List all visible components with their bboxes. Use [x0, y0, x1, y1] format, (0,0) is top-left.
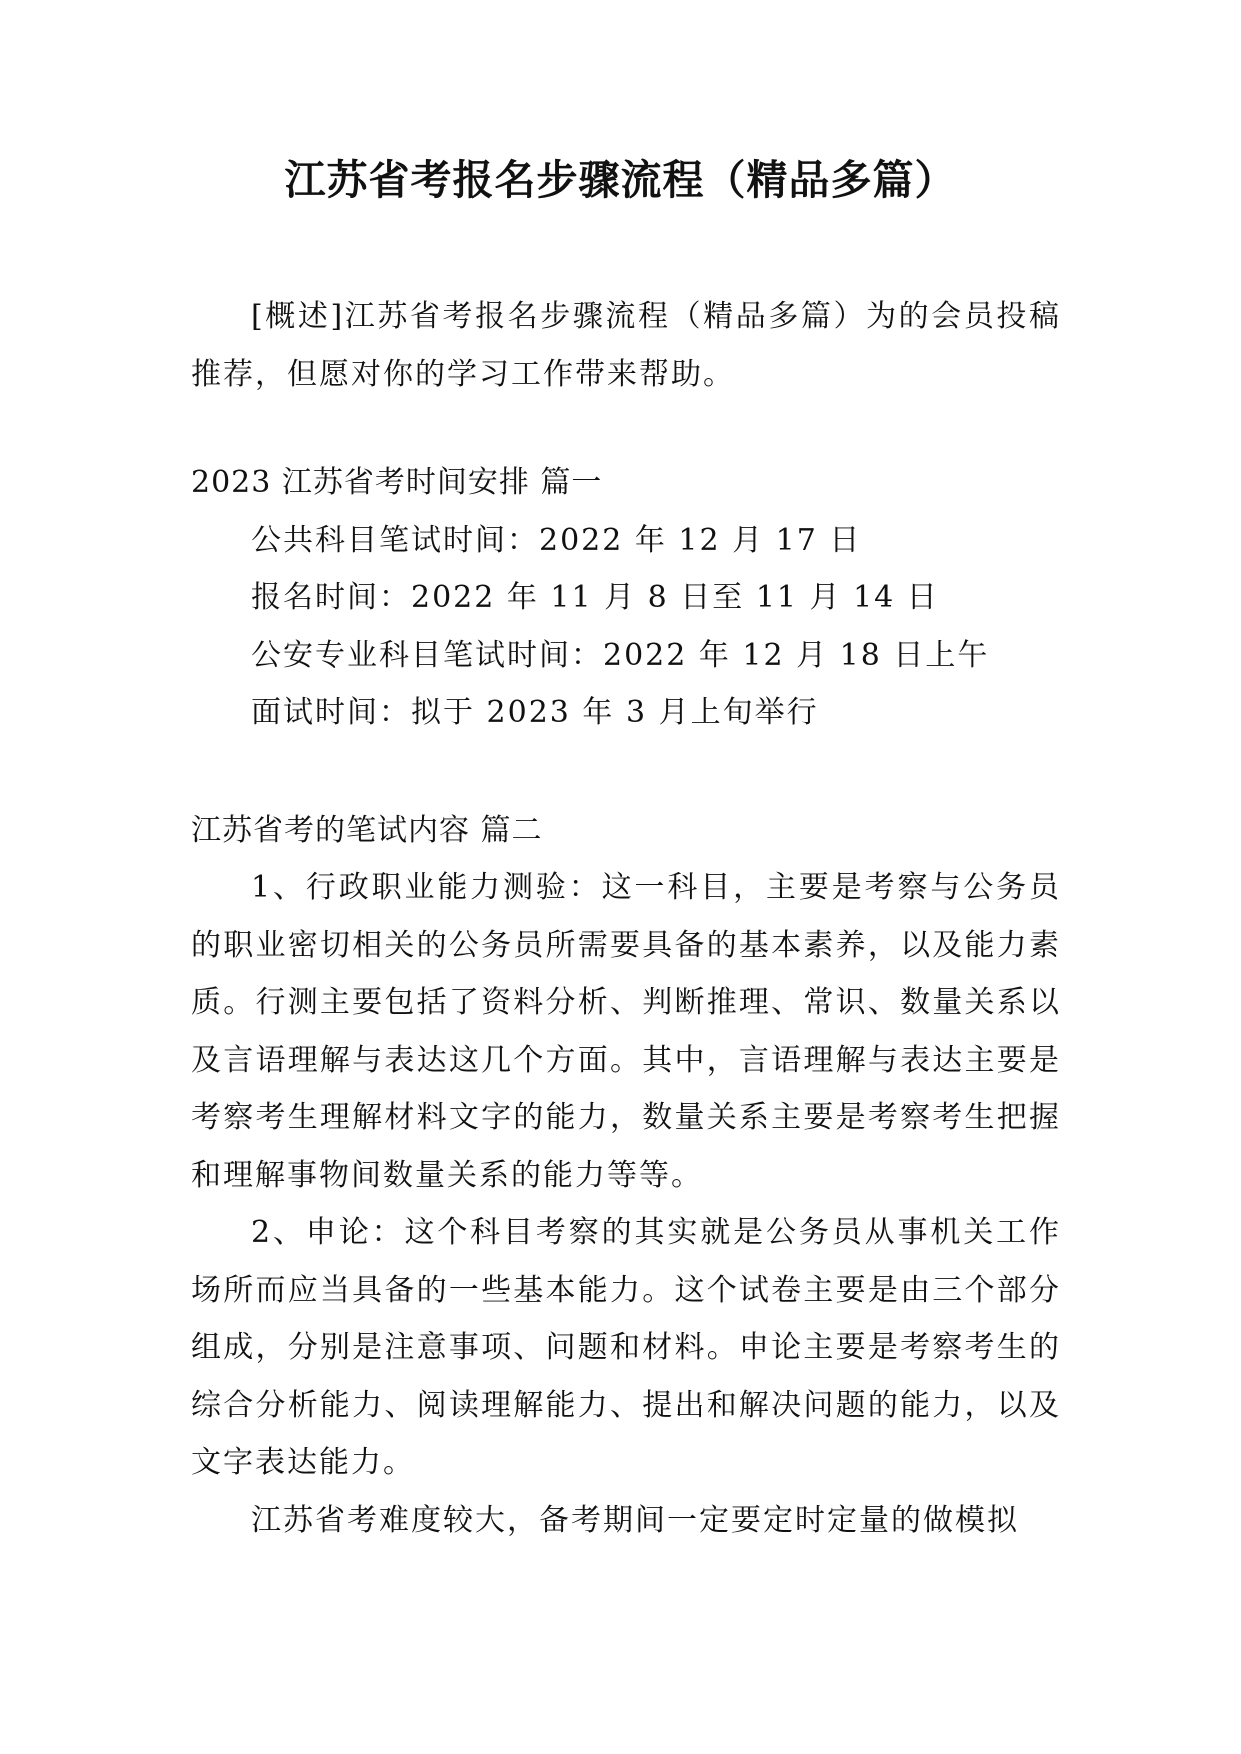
schedule-line-police-exam: 公安专业科目笔试时间：2022 年 12 月 18 日上午 [251, 637, 990, 673]
spacer [191, 403, 1061, 454]
spacer [191, 742, 1061, 802]
schedule-line-written-exam: 公共科目笔试时间：2022 年 12 月 17 日 [251, 522, 862, 558]
section-2-paragraph-shenlun: 2、申论：这个科目考察的其实就是公务员从事机关工作场所而应当具备的一些基本能力。这个试卷主要是由三个部分组成，分别是注意事项、问题和材料。申论主要是考察考生的综合分析能力、阅读理解能力、提出和解决问题的能力，以及文字表达能力。 [191, 1215, 1061, 1480]
section-2-paragraph-advice: 江苏省考难度较大，备考期间一定要定时定量的做模拟 [251, 1502, 1019, 1538]
section-2-paragraph-xingce: 1、行政职业能力测验：这一科目，主要是考察与公务员的职业密切相关的公务员所需要具备的基本素养，以及能力素质。行测主要包括了资料分析、判断推理、常识、数量关系以及言语理解与表达这几个方面。其中，言语理解与表达主要是考察考生理解材料文字的能力，数量关系主要是考察考生把握和理解事物间数量关系的能力等等。 [191, 870, 1061, 1193]
section-2-heading: 江苏省考的笔试内容 篇二 [191, 812, 543, 848]
schedule-line-interview: 面试时间：拟于 2023 年 3 月上旬举行 [251, 695, 819, 730]
document-body [191, 288, 1061, 1549]
section-1-heading: 2023 江苏省考时间安排 篇一 [191, 465, 603, 500]
intro-paragraph: [概述]江苏省考报名步骤流程（精品多篇）为的会员投稿推荐，但愿对你的学习工作带来帮助。 [191, 299, 1061, 392]
document-title: 江苏省考报名步骤流程（精品多篇） [284, 156, 957, 204]
schedule-line-registration: 报名时间：2022 年 11 月 8 日至 11 月 14 日 [251, 580, 939, 615]
